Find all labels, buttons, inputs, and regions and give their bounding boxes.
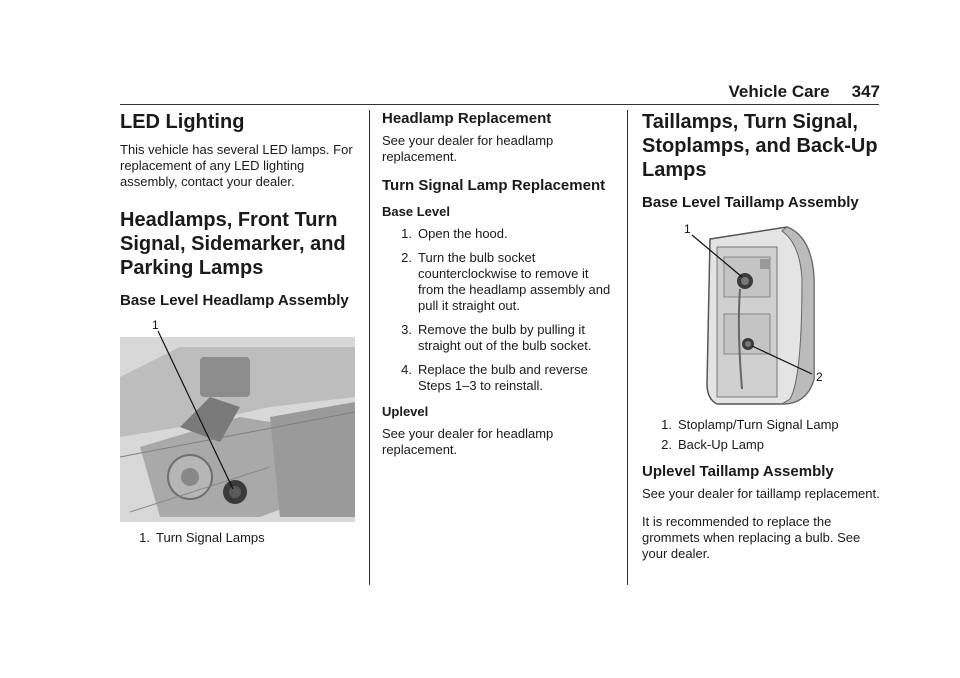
caption-1: 1. Turn Signal Lamps <box>139 530 265 545</box>
headlamp-replacement-text: See your dealer for headlamp replacement. <box>382 133 554 164</box>
base-taillamp-heading: Base Level Taillamp Assembly <box>642 194 859 211</box>
led-lighting-text: This vehicle has several LED lamps. For replacement of any LED lighting assembly, contact your dealer. <box>120 142 353 189</box>
fig-callout-1: 1 <box>152 318 159 332</box>
caption-2: 2. Back-Up Lamp <box>661 437 764 452</box>
step-item: 2. Turn the bulb socket counterclockwise to remove it from the headlamp assembly and pull it straight out. <box>401 250 611 313</box>
column-2 <box>382 110 614 470</box>
running-header <box>700 82 880 102</box>
base-level-label: Base Level <box>382 204 450 219</box>
column-3 <box>642 110 882 574</box>
section-title: Vehicle Care <box>728 82 830 101</box>
headlamp-assembly-illustration <box>120 317 355 522</box>
taillamps-heading: Taillamps, Turn Signal, Stoplamps, and Back-Up Lamps <box>642 111 878 181</box>
headlamps-heading: Headlamps, Front Turn Signal, Sidemarker, and Parking Lamps <box>120 209 346 279</box>
uplevel-taillamp-text: See your dealer for taillamp replacement. <box>642 486 880 501</box>
led-lighting-heading: LED Lighting <box>120 111 245 133</box>
replacement-steps <box>382 226 614 394</box>
fig-callout-1: 1 <box>684 222 691 236</box>
grommet-text: It is recommended to replace the grommets when replacing a bulb. See your dealer. <box>642 514 861 561</box>
column-1 <box>120 110 360 550</box>
step-item: 4. Replace the bulb and reverse Steps 1–3 to reinstall. <box>401 362 588 393</box>
turn-signal-heading: Turn Signal Lamp Replacement <box>382 177 606 194</box>
headlamp-replacement-heading: Headlamp Replacement <box>382 110 552 127</box>
uplevel-label: Uplevel <box>382 404 429 419</box>
taillamp-assembly-illustration <box>642 219 877 409</box>
step-item: 3. Remove the bulb by pulling it straight out of the bulb socket. <box>401 322 592 353</box>
page-number: 347 <box>851 82 880 101</box>
uplevel-text: See your dealer for headlamp replacement. <box>382 426 554 457</box>
uplevel-taillamp-heading: Uplevel Taillamp Assembly <box>642 463 834 480</box>
fig-callout-2: 2 <box>816 370 823 384</box>
step-item: 1. Open the hood. <box>401 226 508 241</box>
base-headlamp-heading: Base Level Headlamp Assembly <box>120 292 349 309</box>
caption-1: 1. Stoplamp/Turn Signal Lamp <box>661 417 839 432</box>
column-divider-1 <box>369 110 370 585</box>
header-rule <box>120 104 879 105</box>
column-divider-2 <box>627 110 628 585</box>
